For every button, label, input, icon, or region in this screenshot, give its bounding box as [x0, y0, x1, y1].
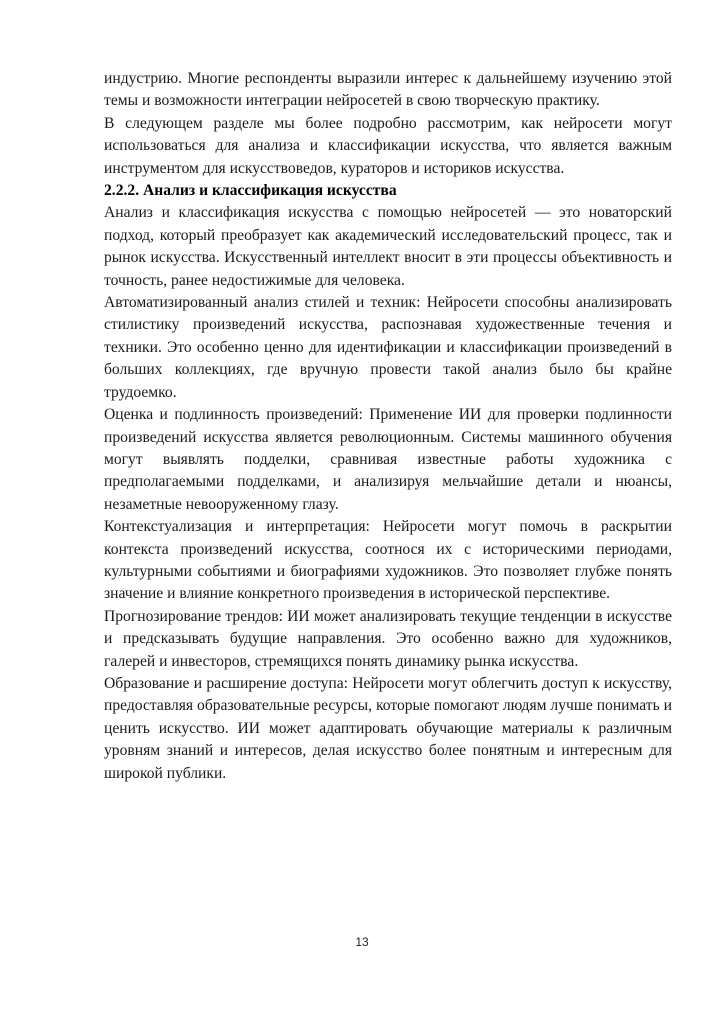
paragraph-intro: Анализ и классификация искусства с помощью нейросетей — это новаторский подход, который преобразует как академический исследовательский процесс, так и рынок искусства. Искусственный интеллект вносит в эти процессы объективность и точность, ранее недостижимые для человека.	[104, 204, 672, 289]
paragraph-trend-forecasting: Прогнозирование трендов: ИИ может анализировать текущие тенденции в искусстве и предсказывать будущие направления. Это особенно важно для художников, галерей и инвесторов, стремящихся понять динамику рынка искусства.	[104, 607, 672, 670]
paragraph-contextualization: Контекстуализация и интерпретация: Нейросети могут помочь в раскрытии контекста произведений искусства, соотнося их с историческими периодами, культурными событиями и биографиями художников. Это позволяет глубже понять значение и влияние конкретного произведения в исторической перспективе.	[104, 518, 672, 603]
page-number: 13	[355, 935, 369, 949]
page-content	[104, 68, 672, 785]
section-heading: 2.2.2. Анализ и классификация искусства	[104, 182, 397, 200]
paragraph-continuation: индустрию. Многие респонденты выразили интерес к дальнейшему изучению этой темы и возможности интеграции нейросетей в свою творческую практику.	[104, 70, 672, 110]
paragraph-authenticity: Оценка и подлинность произведений: Применение ИИ для проверки подлинности произведений искусства является революционным. Системы машинного обучения могут выявлять подделки, сравнивая известные работы художника с предполагаемыми подделками, и анализируя мельчайшие детали и нюансы, незаметные невооруженному глазу.	[104, 406, 672, 513]
paragraph-style-analysis: Автоматизированный анализ стилей и техник: Нейросети способны анализировать стилистику произведений искусства, распознавая художественные течения и техники. Это особенно ценно для идентификации и классификации произведений в больших коллекциях, где вручную провести такой анализ было бы крайне трудоемко.	[104, 294, 672, 401]
paragraph-next-section-intro: В следующем разделе мы более подробно рассмотрим, как нейросети могут использоваться для анализа и классификации искусства, что является важным инструментом для искусствоведов, кураторов и историков искусства.	[104, 114, 672, 177]
paragraph-education-access: Образование и расширение доступа: Нейросети могут облегчить доступ к искусству, предоставляя образовательные ресурсы, которые помогают людям лучше понимать и ценить искусство. ИИ может адаптировать обучающие материалы к различным уровням знаний и интересов, делая искусство более понятным и интересным для широкой публики.	[104, 674, 672, 782]
